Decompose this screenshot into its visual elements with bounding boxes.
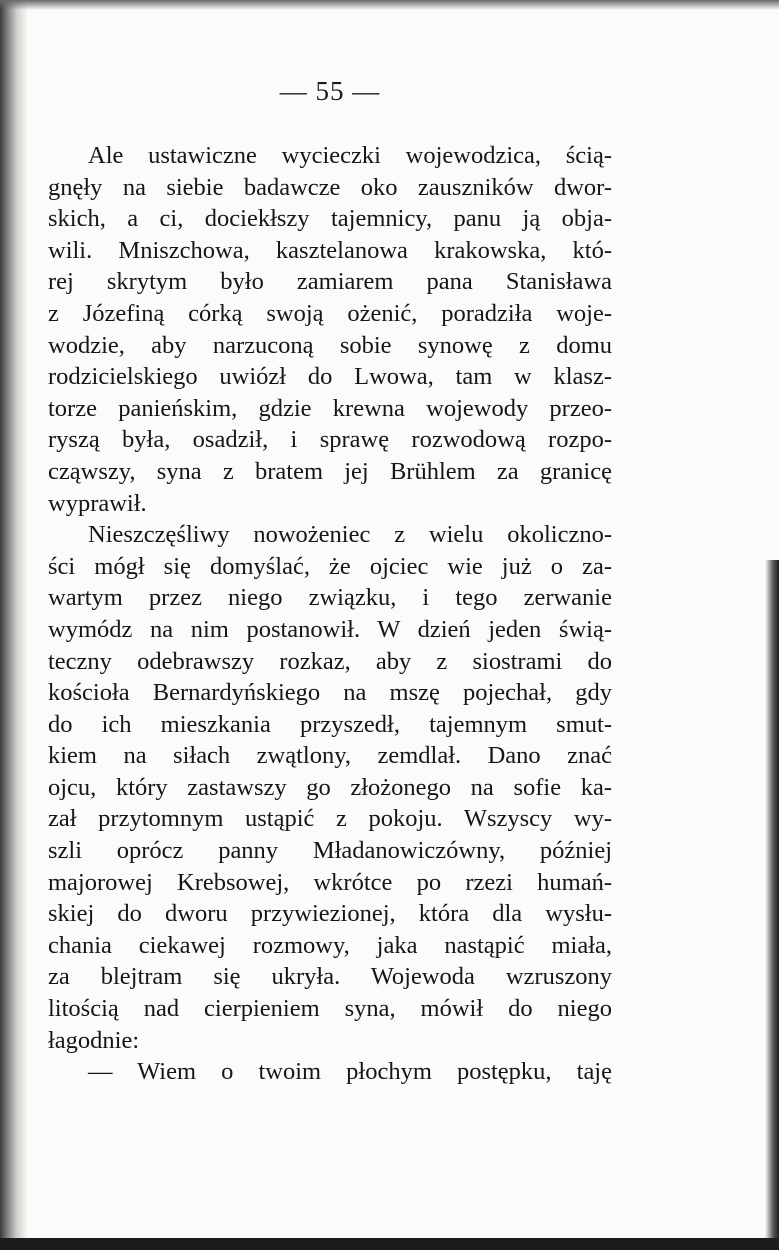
text-line: rodzicielskiego uwiózł do Lwowa, tam w klasz- — [48, 363, 612, 391]
text-line: ści mógł się domyślać, że ojciec wie już o za- — [48, 552, 612, 580]
text-line: skiej do dworu przywiezionej, która dla wysłu- — [48, 900, 612, 928]
text-line: chania ciekawej rozmowy, jaka nastąpić miała, — [48, 931, 612, 959]
text-line: Nieszczęśliwy nowożeniec z wielu okoliczno- — [88, 521, 612, 549]
text-line: rej skrytym było zamiarem pana Stanisława — [48, 268, 612, 296]
text-line: zał przytomnym ustąpić z pokoju. Wszyscy wy- — [48, 805, 612, 833]
text-line: Ale ustawiczne wycieczki wojewodzica, ścią- — [88, 142, 612, 169]
text-line: wodzie, aby narzuconą sobie synowę z domu — [48, 331, 612, 359]
body-text — [48, 140, 612, 1088]
text-line: litością nad cierpieniem syna, mówił do niego — [48, 995, 612, 1023]
text-line: gnęły na siebie badawcze oko zauszników dwor- — [48, 173, 612, 201]
text-line: łagodnie: — [48, 1026, 140, 1054]
scan-shadow-bottom — [0, 1238, 779, 1250]
text-line: wili. Mniszchowa, kasztelanowa krakowska, któ- — [48, 236, 612, 264]
text-line: — Wiem o twoim płochym postępku, taję — [88, 1058, 612, 1086]
scan-shadow-top — [0, 0, 779, 10]
text-line: cząwszy, syna z bratem jej Brühlem za granicę — [48, 457, 612, 485]
text-line: ojcu, który zastawszy go złożonego na sofie ka- — [48, 773, 612, 801]
text-line: teczny odebrawszy rozkaz, aby z siostrami do — [48, 647, 612, 675]
scan-shadow-right — [765, 560, 779, 1250]
page-number: — 55 — — [279, 76, 381, 106]
text-line: kiem na siłach zwątlony, zemdlał. Dano znać — [48, 742, 612, 770]
text-line: majorowej Krebsowej, wkrótce po rzezi humań- — [48, 868, 612, 896]
text-line: ryszą była, osadził, i sprawę rozwodową rozpo- — [48, 426, 612, 454]
text-line: z Józefiną córką swoją ożenić, poradziła woje- — [48, 299, 612, 327]
text-line: torze panieńskim, gdzie krewna wojewody przeo- — [48, 394, 612, 422]
text-line: wymódz na nim postanowił. W dzień jeden świą- — [48, 615, 612, 643]
text-line: do ich mieszkania przyszedł, tajemnym smut- — [48, 710, 612, 738]
text-line: kościoła Bernardyńskiego na mszę pojechał, gdy — [48, 679, 612, 707]
text-line: szli oprócz panny Mładanowiczówny, później — [48, 837, 612, 865]
text-line: za blejtram się ukryła. Wojewoda wzruszony — [48, 963, 612, 991]
text-line: skich, a ci, dociekłszy tajemnicy, panu ją obja- — [48, 205, 612, 233]
scan-shadow-left — [0, 0, 28, 1250]
text-line: wartym przez niego związku, i tego zerwanie — [48, 584, 612, 612]
text-line: wyprawił. — [48, 489, 147, 517]
